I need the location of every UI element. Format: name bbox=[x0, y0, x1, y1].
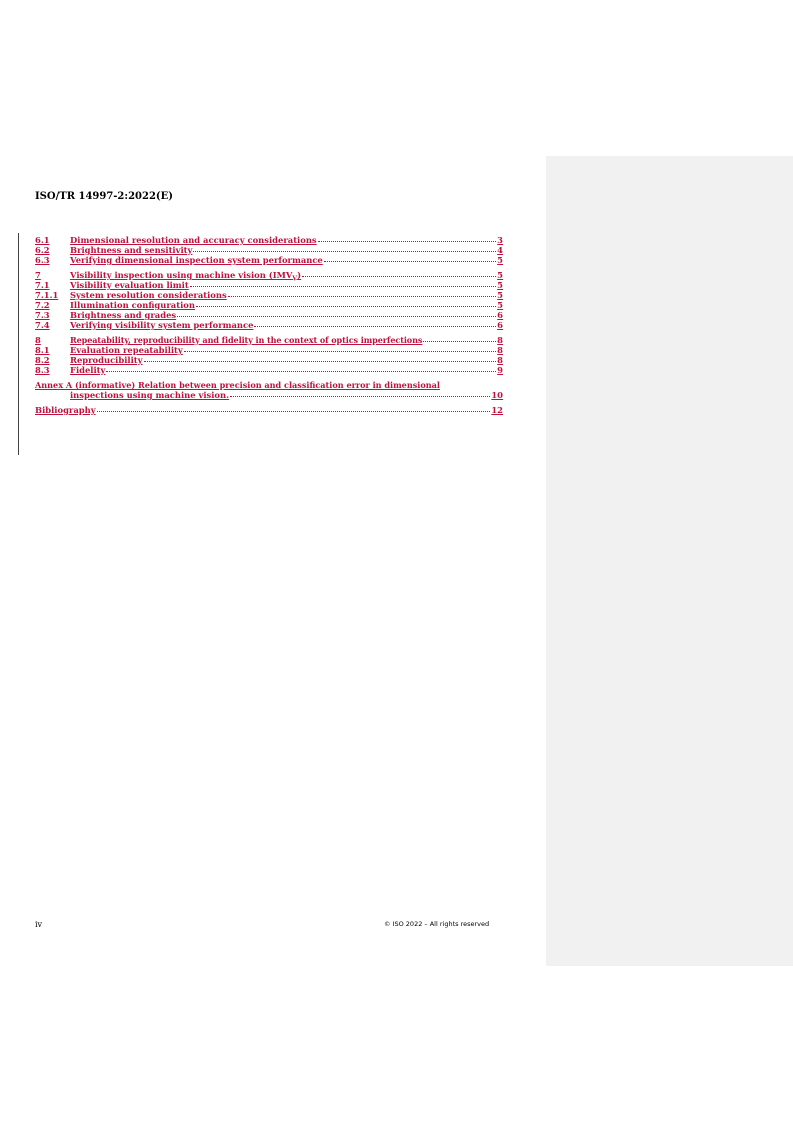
toc-page: 6 bbox=[497, 320, 503, 330]
change-bar bbox=[18, 233, 19, 455]
toc-entry-6-2[interactable] bbox=[35, 245, 503, 255]
toc-entry-7-1-1[interactable] bbox=[35, 290, 503, 300]
toc-title[interactable]: Verifying visibility system performance bbox=[70, 320, 254, 330]
toc-number: 6.3 bbox=[35, 255, 50, 265]
toc-leader bbox=[106, 370, 496, 372]
toc-page: 8 bbox=[497, 355, 503, 365]
toc-number: 7 bbox=[35, 270, 41, 280]
toc-page: 9 bbox=[497, 365, 503, 375]
toc-entry-8-1[interactable] bbox=[35, 345, 503, 355]
toc-title[interactable]: Verifying dimensional inspection system performance bbox=[70, 255, 323, 265]
toc-number: 7.1 bbox=[35, 280, 50, 290]
table-of-contents bbox=[35, 235, 503, 415]
toc-leader bbox=[254, 325, 496, 327]
document-header: ISO/TR 14997-2:2022(E) bbox=[35, 191, 174, 202]
toc-leader bbox=[230, 395, 490, 397]
toc-title[interactable]: Brightness and sensitivity bbox=[70, 245, 193, 255]
toc-entry-6-3[interactable] bbox=[35, 255, 503, 265]
toc-page: 12 bbox=[491, 405, 503, 415]
toc-page: 4 bbox=[497, 245, 503, 255]
toc-leader bbox=[193, 250, 496, 252]
toc-page: 5 bbox=[497, 255, 503, 265]
toc-entry-bibliography[interactable] bbox=[35, 405, 503, 415]
toc-entry-7[interactable] bbox=[35, 270, 503, 283]
toc-leader bbox=[228, 295, 496, 297]
toc-title-end: ) bbox=[297, 270, 302, 280]
comment-pane bbox=[546, 156, 793, 966]
toc-entry-8-3[interactable] bbox=[35, 365, 503, 375]
toc-page: 3 bbox=[497, 235, 503, 245]
toc-leader bbox=[324, 260, 496, 262]
toc-entry-6-1[interactable] bbox=[35, 235, 503, 245]
toc-leader bbox=[302, 275, 496, 277]
page-number: iv bbox=[35, 920, 43, 929]
toc-number: 8.1 bbox=[35, 345, 50, 355]
toc-page: 6 bbox=[497, 310, 503, 320]
toc-page: 8 bbox=[497, 345, 503, 355]
toc-entry-8-2[interactable] bbox=[35, 355, 503, 365]
toc-number: 6.1 bbox=[35, 235, 50, 245]
toc-title-subscript: V bbox=[292, 275, 298, 283]
toc-page: 5 bbox=[497, 290, 503, 300]
copyright-notice: © ISO 2022 – All rights reserved bbox=[384, 920, 490, 928]
toc-entry-annex-a-cont[interactable] bbox=[35, 390, 503, 400]
toc-entry-8[interactable] bbox=[35, 335, 503, 345]
toc-leader bbox=[184, 350, 496, 352]
toc-entry-7-4[interactable] bbox=[35, 320, 503, 330]
toc-leader bbox=[318, 240, 497, 242]
toc-number: 8 bbox=[35, 335, 41, 345]
toc-number: 8.2 bbox=[35, 355, 50, 365]
toc-annex-title-cont[interactable]: inspections using machine vision. bbox=[70, 390, 229, 400]
toc-title[interactable]: Fidelity bbox=[70, 365, 106, 375]
toc-title[interactable]: Reproducibility bbox=[70, 355, 143, 365]
toc-leader bbox=[97, 410, 491, 412]
toc-leader bbox=[423, 340, 496, 342]
toc-entry-7-2[interactable] bbox=[35, 300, 503, 310]
toc-page: 10 bbox=[491, 390, 503, 400]
toc-title[interactable]: System resolution considerations bbox=[70, 290, 227, 300]
toc-title-text: Visibility inspection using machine vision (IMV bbox=[70, 270, 293, 280]
toc-number: 7.4 bbox=[35, 320, 50, 330]
toc-leader bbox=[190, 285, 496, 287]
toc-number: 6.2 bbox=[35, 245, 50, 255]
toc-number: 7.2 bbox=[35, 300, 50, 310]
toc-entry-annex-a[interactable] bbox=[35, 380, 503, 390]
toc-title[interactable]: Dimensional resolution and accuracy considerations bbox=[70, 235, 317, 245]
toc-title[interactable]: Illumination configuration bbox=[70, 300, 195, 310]
toc-title[interactable]: Evaluation repeatability bbox=[70, 345, 183, 355]
toc-leader bbox=[196, 305, 496, 307]
toc-annex-title[interactable]: Annex A (informative) Relation between precision and classification error in dimensional bbox=[35, 380, 440, 390]
toc-title[interactable]: Brightness and grades bbox=[70, 310, 177, 320]
toc-bibliography-title[interactable]: Bibliography bbox=[35, 405, 96, 415]
toc-page: 5 bbox=[497, 270, 503, 280]
toc-page: 8 bbox=[497, 335, 503, 345]
toc-page: 5 bbox=[497, 300, 503, 310]
toc-title[interactable]: Visibility evaluation limit bbox=[70, 280, 189, 290]
toc-leader bbox=[177, 315, 496, 317]
toc-entry-7-3[interactable] bbox=[35, 310, 503, 320]
toc-number: 7.3 bbox=[35, 310, 50, 320]
toc-number: 8.3 bbox=[35, 365, 50, 375]
toc-leader bbox=[144, 360, 497, 362]
toc-number: 7.1.1 bbox=[35, 290, 59, 300]
toc-title[interactable]: Repeatability, reproducibility and fidelity in the context of optics imperfections bbox=[70, 335, 423, 345]
toc-page: 5 bbox=[497, 280, 503, 290]
